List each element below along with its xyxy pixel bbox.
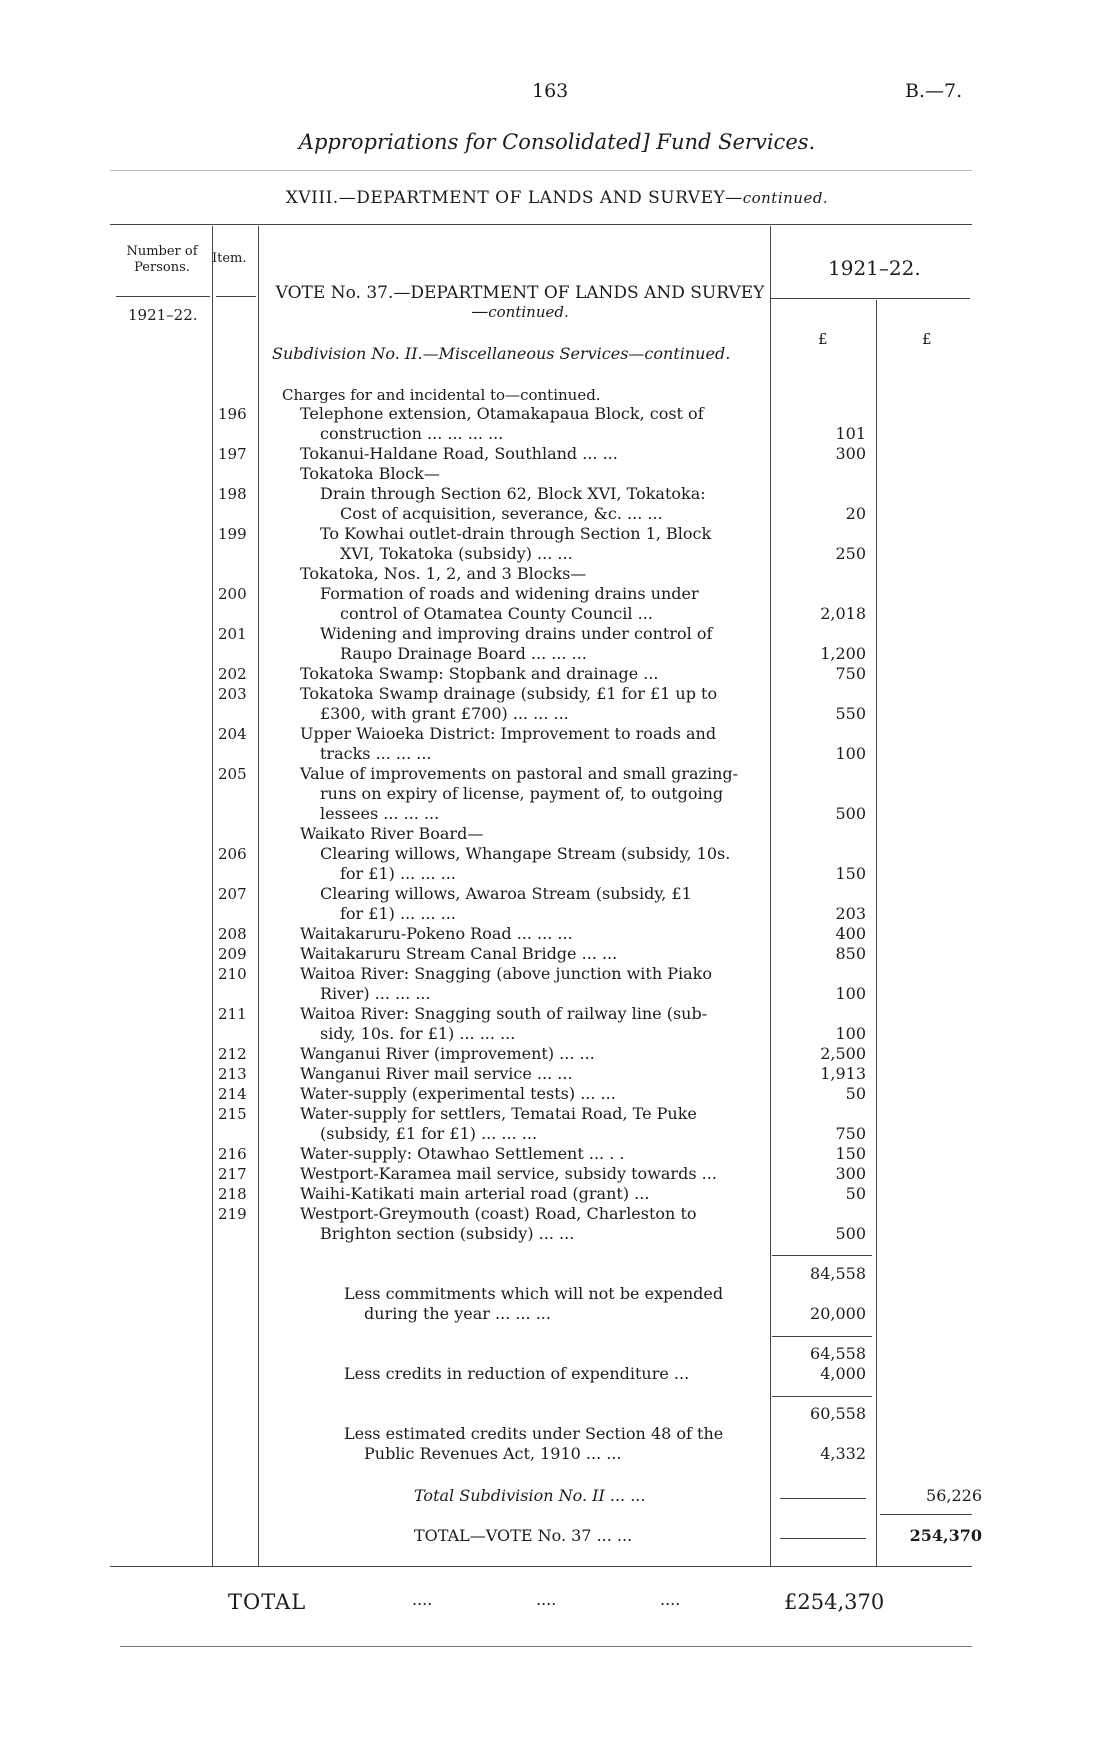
grand-total-dots-2: .... bbox=[536, 1590, 557, 1609]
table-row bbox=[0, 1044, 1114, 1064]
persons-header-rule bbox=[116, 296, 210, 297]
row-text: Wanganui River mail service ... ... bbox=[300, 1064, 573, 1083]
item-number: 206 bbox=[218, 845, 247, 863]
row-text: runs on expiry of license, payment of, to outgoing bbox=[320, 784, 724, 803]
row-amount: 2,500 bbox=[820, 1044, 866, 1063]
table-row bbox=[0, 1104, 1114, 1144]
row-text: lessees ... ... ... bbox=[320, 804, 440, 823]
row-text: Tokatoka Block— bbox=[300, 464, 440, 483]
item-number: 197 bbox=[218, 445, 247, 463]
vote-title-main: VOTE No. 37.—DEPARTMENT OF LANDS AND SURVEY— bbox=[275, 283, 765, 322]
row-amount: 100 bbox=[835, 1024, 866, 1043]
row-text: Cost of acquisition, severance, &c. ... ... bbox=[340, 504, 663, 523]
subtotal1-amount: 84,558 bbox=[810, 1264, 866, 1283]
total-subdivision-amount: 56,226 bbox=[926, 1486, 982, 1505]
table-row bbox=[0, 464, 1114, 484]
row-text: Tokatoka Swamp: Stopbank and drainage ... bbox=[300, 664, 659, 683]
row-text: Tokatoka, Nos. 1, 2, and 3 Blocks— bbox=[300, 564, 587, 583]
row-text: tracks ... ... ... bbox=[320, 744, 432, 763]
number-of-persons-header: Number of Persons. bbox=[126, 244, 198, 275]
row-amount: 50 bbox=[845, 1184, 866, 1203]
table-row bbox=[0, 1144, 1114, 1164]
less-commitments-line2: during the year ... ... ... bbox=[364, 1304, 551, 1323]
row-text: Waitakaruru Stream Canal Bridge ... ... bbox=[300, 944, 618, 963]
table-row bbox=[0, 664, 1114, 684]
row-text: Clearing willows, Whangape Stream (subsidy, 10s. bbox=[320, 844, 731, 863]
row-text: Waihi-Katikati main arterial road (grant) ... bbox=[300, 1184, 650, 1203]
row-text: Water-supply for settlers, Tematai Road, Te Puke bbox=[300, 1104, 697, 1123]
row-text: Wanganui River (improvement) ... ... bbox=[300, 1044, 595, 1063]
subtotal2-amount: 64,558 bbox=[810, 1344, 866, 1363]
total-subdivision-label: Total Subdivision No. II ... ... bbox=[414, 1486, 646, 1505]
table-row bbox=[0, 824, 1114, 844]
row-amount: 20 bbox=[845, 504, 866, 523]
table-row bbox=[0, 1164, 1114, 1184]
row-text: Raupo Drainage Board ... ... ... bbox=[340, 644, 587, 663]
vote-title bbox=[272, 284, 768, 322]
row-text: Formation of roads and widening drains under bbox=[320, 584, 699, 603]
item-number: 219 bbox=[218, 1205, 247, 1223]
row-text: for £1) ... ... ... bbox=[340, 864, 456, 883]
row-text: Tokanui-Haldane Road, Southland ... ... bbox=[300, 444, 618, 463]
grand-total-dots-1: .... bbox=[412, 1590, 433, 1609]
item-number: 210 bbox=[218, 965, 247, 983]
table-row bbox=[0, 764, 1114, 824]
table-row bbox=[0, 844, 1114, 884]
row-text: Waitoa River: Snagging (above junction with Piako bbox=[300, 964, 712, 983]
pound-sign-left: £ bbox=[818, 330, 828, 348]
row-amount: 250 bbox=[835, 544, 866, 563]
item-number: 205 bbox=[218, 765, 247, 783]
less-credits-label: Less credits in reduction of expenditure ... bbox=[344, 1364, 690, 1383]
item-number: 215 bbox=[218, 1105, 247, 1123]
table-row bbox=[0, 444, 1114, 464]
item-number: 214 bbox=[218, 1085, 247, 1103]
item-number: 199 bbox=[218, 525, 247, 543]
subtotal3-amount: 60,558 bbox=[810, 1404, 866, 1423]
item-number: 201 bbox=[218, 625, 247, 643]
charges-heading: Charges for and incidental to—continued. bbox=[282, 386, 601, 404]
item-number: 213 bbox=[218, 1065, 247, 1083]
row-amount: 1,913 bbox=[820, 1064, 866, 1083]
table-row bbox=[0, 724, 1114, 764]
row-text: control of Otamatea County Council ... bbox=[340, 604, 653, 623]
row-text: construction ... ... ... ... bbox=[320, 424, 504, 443]
table-row bbox=[0, 624, 1114, 664]
row-amount: 400 bbox=[835, 924, 866, 943]
row-amount: 500 bbox=[835, 1224, 866, 1243]
table-row bbox=[0, 1204, 1114, 1244]
row-text: Westport-Karamea mail service, subsidy towards ... bbox=[300, 1164, 717, 1183]
title-rule bbox=[110, 170, 972, 171]
row-text: Widening and improving drains under control of bbox=[320, 624, 713, 643]
row-text: XVI, Tokatoka (subsidy) ... ... bbox=[340, 544, 573, 563]
row-amount: 300 bbox=[835, 1164, 866, 1183]
row-text: Upper Waioeka District: Improvement to roads and bbox=[300, 724, 717, 743]
row-text: sidy, 10s. for £1) ... ... ... bbox=[320, 1024, 516, 1043]
table-row bbox=[0, 964, 1114, 1004]
department-main: XVIII.—DEPARTMENT OF LANDS AND SURVEY— bbox=[285, 188, 743, 208]
item-number: 218 bbox=[218, 1185, 247, 1203]
row-text: £300, with grant £700) ... ... ... bbox=[320, 704, 569, 723]
table-row bbox=[0, 1084, 1114, 1104]
page-title: Appropriations for Consolidated] Fund Services. bbox=[298, 130, 816, 154]
total-vote-dash bbox=[780, 1538, 866, 1539]
table-row bbox=[0, 1184, 1114, 1204]
table-row bbox=[0, 1004, 1114, 1044]
subtotal3-rule bbox=[772, 1396, 872, 1397]
vote-title-cont: continued. bbox=[488, 303, 569, 321]
year-header-rule bbox=[770, 298, 970, 299]
row-text: Clearing willows, Awaroa Stream (subsidy, £1 bbox=[320, 884, 692, 903]
grand-total-dots-3: .... bbox=[660, 1590, 681, 1609]
less-estimated-amount: 4,332 bbox=[820, 1444, 866, 1463]
row-amount: 2,018 bbox=[820, 604, 866, 623]
row-text: Water-supply: Otawhao Settlement ... . . bbox=[300, 1144, 625, 1163]
row-amount: 150 bbox=[835, 1144, 866, 1163]
row-amount: 850 bbox=[835, 944, 866, 963]
item-number: 200 bbox=[218, 585, 247, 603]
item-number: 209 bbox=[218, 945, 247, 963]
item-number: 208 bbox=[218, 925, 247, 943]
item-header-rule bbox=[216, 296, 256, 297]
department-cont: continued. bbox=[742, 189, 829, 207]
row-text: Waikato River Board— bbox=[300, 824, 484, 843]
total-vote-amount: 254,370 bbox=[909, 1526, 982, 1545]
item-number: 198 bbox=[218, 485, 247, 503]
row-text: Westport-Greymouth (coast) Road, Charleston to bbox=[300, 1204, 697, 1223]
row-amount: 150 bbox=[835, 864, 866, 883]
table-top-rule bbox=[110, 224, 972, 225]
page-number: 163 bbox=[532, 80, 569, 102]
item-number: 202 bbox=[218, 665, 247, 683]
table-row bbox=[0, 404, 1114, 444]
row-text: (subsidy, £1 for £1) ... ... ... bbox=[320, 1124, 538, 1143]
table-row bbox=[0, 584, 1114, 624]
table-row bbox=[0, 564, 1114, 584]
table-row bbox=[0, 944, 1114, 964]
row-amount: 750 bbox=[835, 664, 866, 683]
item-number: 217 bbox=[218, 1165, 247, 1183]
subdivision-text: Subdivision No. II.—Miscellaneous Services—continued. bbox=[272, 344, 731, 363]
pound-sign-right: £ bbox=[922, 330, 932, 348]
row-amount: 750 bbox=[835, 1124, 866, 1143]
year-header: 1921–22. bbox=[828, 256, 921, 280]
less-commitments-line1: Less commitments which will not be expended bbox=[344, 1284, 724, 1303]
item-number: 211 bbox=[218, 1005, 247, 1023]
row-text: for £1) ... ... ... bbox=[340, 904, 456, 923]
row-text: Waitoa River: Snagging south of railway line (sub- bbox=[300, 1004, 708, 1023]
table-row bbox=[0, 524, 1114, 564]
item-number: 196 bbox=[218, 405, 247, 423]
table-row bbox=[0, 884, 1114, 924]
row-text: River) ... ... ... bbox=[320, 984, 431, 1003]
row-amount: 100 bbox=[835, 744, 866, 763]
department-heading bbox=[0, 188, 1114, 208]
table-row bbox=[0, 1064, 1114, 1084]
subdivision-heading bbox=[272, 344, 730, 363]
page-bottom-rule bbox=[120, 1646, 972, 1647]
row-amount: 100 bbox=[835, 984, 866, 1003]
less-estimated-line2: Public Revenues Act, 1910 ... ... bbox=[364, 1444, 622, 1463]
document-reference: B.—7. bbox=[905, 80, 963, 102]
total-subdivision-dash bbox=[780, 1498, 866, 1499]
less-credits-amount: 4,000 bbox=[820, 1364, 866, 1383]
row-text: Brighton section (subsidy) ... ... bbox=[320, 1224, 575, 1243]
row-amount: 500 bbox=[835, 804, 866, 823]
persons-year: 1921–22. bbox=[128, 306, 198, 324]
item-number: 207 bbox=[218, 885, 247, 903]
row-text: Telephone extension, Otamakapaua Block, cost of bbox=[300, 404, 704, 423]
grand-total-label: TOTAL bbox=[228, 1590, 307, 1614]
item-number: 216 bbox=[218, 1145, 247, 1163]
total-vote-label: TOTAL—VOTE No. 37 ... ... bbox=[414, 1526, 633, 1545]
subtotal1-rule bbox=[772, 1255, 872, 1256]
row-amount: 300 bbox=[835, 444, 866, 463]
row-amount: 203 bbox=[835, 904, 866, 923]
row-text: Water-supply (experimental tests) ... ... bbox=[300, 1084, 616, 1103]
row-text: Waitakaruru-Pokeno Road ... ... ... bbox=[300, 924, 573, 943]
less-commitments-amount: 20,000 bbox=[810, 1304, 866, 1323]
item-header: Item. bbox=[212, 251, 247, 266]
item-number: 212 bbox=[218, 1045, 247, 1063]
row-text: Value of improvements on pastoral and small grazing- bbox=[300, 764, 739, 783]
subtotal2-rule bbox=[772, 1336, 872, 1337]
item-number: 204 bbox=[218, 725, 247, 743]
item-number: 203 bbox=[218, 685, 247, 703]
table-row bbox=[0, 484, 1114, 524]
table-row bbox=[0, 684, 1114, 724]
table-bottom-rule bbox=[110, 1566, 972, 1567]
row-text: Drain through Section 62, Block XVI, Tokatoka: bbox=[320, 484, 706, 503]
table-row bbox=[0, 924, 1114, 944]
grand-total-amount: £254,370 bbox=[784, 1590, 885, 1614]
row-text: Tokatoka Swamp drainage (subsidy, £1 for £1 up to bbox=[300, 684, 718, 703]
row-text: To Kowhai outlet-drain through Section 1, Block bbox=[320, 524, 712, 543]
total-vote-rule bbox=[880, 1514, 972, 1515]
row-amount: 550 bbox=[835, 704, 866, 723]
row-amount: 101 bbox=[835, 424, 866, 443]
less-estimated-line1: Less estimated credits under Section 48 of the bbox=[344, 1424, 724, 1443]
row-amount: 50 bbox=[845, 1084, 866, 1103]
row-amount: 1,200 bbox=[820, 644, 866, 663]
